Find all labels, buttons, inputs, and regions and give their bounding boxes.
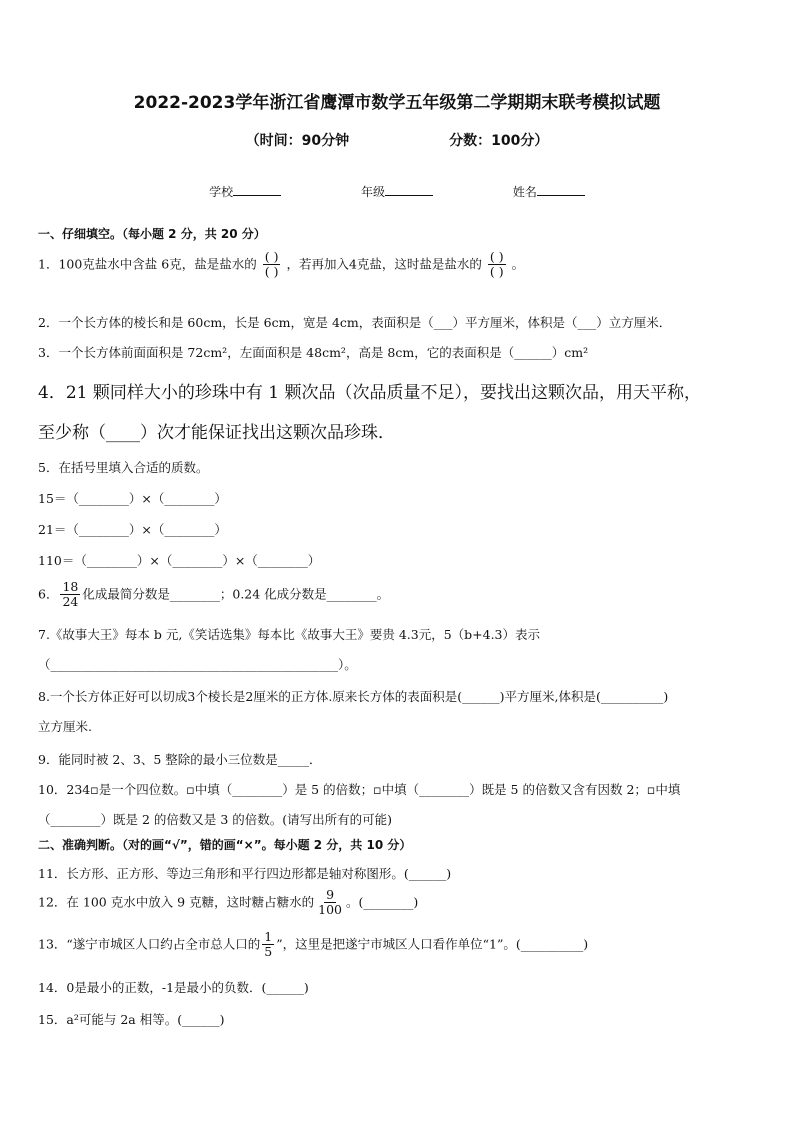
question-2: 2．一个长方体的棱长和是 60cm，长是 6cm，宽是 4cm，表面积是（___）平方厘米，体积是（___）立方厘米． (38, 315, 672, 330)
q1-text-b: ，若再加入4克盐，这时盐是盐水的 (286, 256, 482, 272)
question-5-line-3: 110＝（________）×（________）×（________） (38, 553, 321, 568)
question-7-line-1: 7.《故事大王》每本 b 元,《笑话选集》每本比《故事大王》要贵 4.3元，5（b+4.3）表示 (38, 627, 541, 642)
section-fill-in: 一、仔细填空。（每小题 2 分，共 20 分） (38, 227, 266, 241)
q13-fraction: $\frac{1}{5}$ (264, 929, 273, 960)
question-9: 9．能同时被 2、3、5 整除的最小三位数是_____． (38, 752, 322, 767)
question-10-line-2: （________）既是 2 的倍数又是 3 的倍数。(请写出所有的可能) (38, 812, 393, 827)
question-11: 11．长方形、正方形、等边三角形和平行四边形都是轴对称图形。(______) (38, 866, 452, 881)
question-7-line-2: （______________________________________________）。 (38, 657, 357, 672)
name-label: 姓名 (512, 185, 537, 199)
question-4-line-1: 4．21 颗同样大小的珍珠中有 1 颗次品（次品质量不足），要找出这颗次品，用天平称， (38, 383, 701, 403)
section-true-false: 二、准确判断。（对的画“√”，错的画“×”。每小题 2 分，共 10 分） (38, 838, 412, 852)
question-5-line-1: 15＝（________）×（________） (38, 491, 227, 506)
school-label: 学校 (209, 185, 234, 199)
grade-label: 年级 (360, 185, 385, 199)
question-13: 13．“遂宁市城区人口约占全市总人口的 $\frac{1}{5}$ ”，这里是把遂宁市城区人口看作单位“1”。(__________) (38, 929, 589, 960)
q1-text-c: 。 (511, 256, 525, 272)
question-1 (38, 250, 524, 280)
q1-fraction-1: $\frac{( )}{( )}$ (264, 249, 279, 280)
exam-info (0, 130, 794, 150)
question-15: 15．a²可能与 2a 相等。(______) (38, 1012, 225, 1027)
q1-text-a: 1．100克盐水中含盐 6克，盐是盐水的 (38, 256, 257, 272)
grade-blank[interactable] (385, 185, 433, 196)
question-4-line-2: 至少称（____）次才能保证找出这颗次品珍珠． (38, 423, 395, 443)
q6-fraction: $\frac{18}{24}$ (62, 579, 79, 610)
question-12: 12．在 100 克水中放入 9 克糖，这时糖占糖水的 $\frac{9}{100}$ 。(________) (38, 887, 419, 918)
page-title: 2022-2023学年浙江省鹰潭市数学五年级第二学期期末联考模拟试题 (133, 93, 661, 113)
question-14: 14．0是最小的正数，-1是最小的负数．(______) (38, 980, 309, 995)
q12-fraction: $\frac{9}{100}$ (318, 887, 342, 918)
question-8-line-1: 8.一个长方体正好可以切成3个棱长是2厘米的正方体.原来长方体的表面积是(______)平方厘米,体积是(__________) (38, 689, 669, 704)
name-blank[interactable] (537, 185, 585, 196)
time-limit: （时间：90分钟 (245, 133, 350, 149)
question-5-stem: 5．在括号里填入合适的质数。 (38, 460, 209, 475)
school-blank[interactable] (233, 185, 281, 196)
student-info-fields (0, 183, 794, 200)
question-10-line-1: 10．234▫是一个四位数。▫中填（________）是 5 的倍数；▫中填（________）既是 5 的倍数又含有因数 2；▫中填 (38, 782, 681, 797)
question-6: 6． $\frac{18}{24}$ 化成最简分数是________；0.24 化成分数是________。 (38, 579, 390, 610)
question-8-line-2: 立方厘米. (38, 719, 92, 734)
question-5-line-2: 21＝（________）×（________） (38, 522, 227, 537)
total-score: 分数：100分） (449, 133, 549, 149)
question-3: 3．一个长方体前面面积是 72cm²，左面面积是 48cm²，高是 8cm，它的表面积是（______）cm² (38, 345, 589, 360)
q1-fraction-2: $\frac{( )}{( )}$ (489, 249, 504, 280)
